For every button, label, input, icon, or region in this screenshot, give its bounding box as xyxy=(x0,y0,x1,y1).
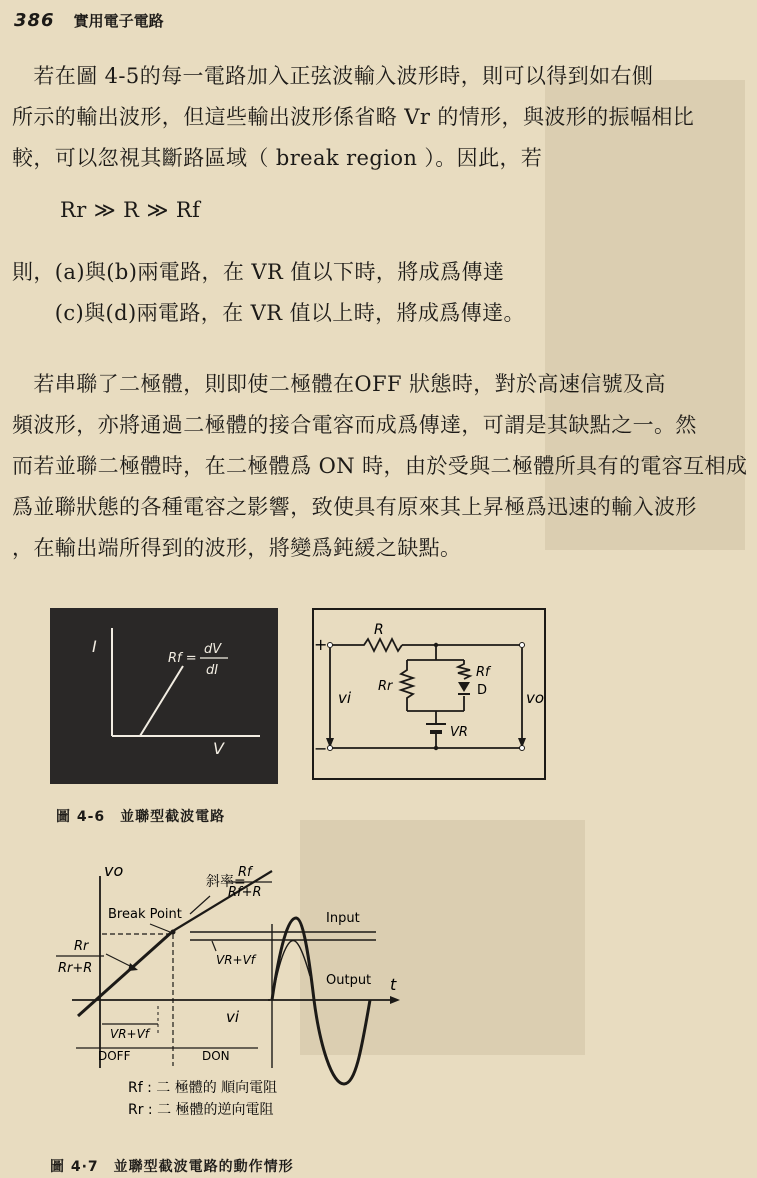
slope-label: 斜率= xyxy=(206,874,246,890)
circuit-d-label: D xyxy=(477,683,488,698)
text-line: 較，可以忽視其斷路區域（ break region ）。因此，若 xyxy=(12,146,543,170)
break-point-label: Break Point xyxy=(108,907,182,922)
graph-slope-numerator: dV xyxy=(204,642,222,657)
output-label: Output xyxy=(326,973,372,988)
circuit-vr-label: VR xyxy=(450,725,468,740)
legend-line-rr: Rr : 二 極體的逆向電阻 xyxy=(128,1102,274,1118)
waveform-t-label: t xyxy=(390,975,397,994)
text-line: (c)與(d)兩電路，在 VR 值以上時，將成爲傳達。 xyxy=(12,301,525,325)
x-axis-arrowhead xyxy=(390,996,400,1004)
output-waveform xyxy=(272,940,310,1000)
circuit-terminal xyxy=(520,746,525,751)
figure-4-6-caption: 圖 4-6 並聯型截波電路 xyxy=(56,809,226,825)
page-number: 386 xyxy=(14,10,55,31)
vr-vf-curve-label: VR+Vf xyxy=(216,953,256,967)
slope-numerator: Rf xyxy=(238,865,252,880)
text-line: 頻波形，亦將通過二極體的接合電容而成爲傳達，可謂是其缺點之一。然 xyxy=(12,413,697,437)
transfer-x-label: vi xyxy=(226,1008,240,1026)
circuit-plus-label: + xyxy=(314,635,328,654)
text-line: ，在輸出端所得到的波形，將變爲鈍緩之缺點。 xyxy=(12,536,462,560)
text-line: 而若並聯二極體時，在二極體爲 ON 時，由於受與二極體所具有的電容互相成 xyxy=(12,454,748,478)
text-line: 若在圖 4-5的每一電路加入正弦波輸入波形時，則可以得到如右側 xyxy=(12,64,654,88)
circuit-terminal xyxy=(328,746,333,751)
text-line: 爲並聯狀態的各種電容之影響，致使具有原來其上昇極爲迅速的輸入波形 xyxy=(12,495,697,519)
ratio-numerator: Rr xyxy=(74,939,89,954)
circuit-rf-label: Rf xyxy=(476,665,490,680)
figure-4-7-diagram xyxy=(40,856,480,1146)
circuit-terminal xyxy=(328,643,333,648)
paragraph-2 xyxy=(12,252,525,334)
transfer-y-label: vo xyxy=(104,861,124,880)
ratio-denominator: Rr+R xyxy=(58,961,93,976)
figure-4-6-graph xyxy=(50,608,278,784)
input-label: Input xyxy=(326,911,360,926)
graph-x-label: V xyxy=(213,739,224,758)
figure-4-7-caption: 圖 4·7 並聯型截波電路的動作情形 xyxy=(50,1159,294,1175)
input-waveform xyxy=(272,918,370,1084)
running-title: 實用電子電路 xyxy=(73,12,164,30)
graph-y-label: I xyxy=(92,637,97,656)
circuit-r-label: R xyxy=(374,622,384,638)
circuit-diode-symbol xyxy=(458,682,470,692)
legend-line-rf: Rf : 二 極體的 順向電阻 xyxy=(128,1080,278,1096)
figure-4-6-circuit xyxy=(312,608,546,780)
circuit-vi-label: vi xyxy=(338,689,352,707)
circuit-rf-resistor xyxy=(458,660,470,679)
formula: Rr ≫ R ≫ Rf xyxy=(60,198,201,222)
circuit-junction xyxy=(434,746,438,750)
circuit-rr-resistor xyxy=(401,660,413,711)
slope-denominator: Rf+R xyxy=(228,885,262,900)
circuit-junction xyxy=(434,643,438,647)
paragraph-1 xyxy=(12,56,694,179)
vr-vf-pointer xyxy=(212,941,216,951)
graph-slope-lhs: Rf = xyxy=(168,651,197,666)
break-point-marker xyxy=(171,930,176,935)
break-point-pointer xyxy=(150,924,170,932)
graph-slope-denominator: dI xyxy=(206,663,219,678)
text-line: 所示的輸出波形，但這些輸出波形係省略 Vr 的情形，與波形的振幅相比 xyxy=(12,105,695,129)
doff-label: DOFF xyxy=(98,1049,131,1063)
text-line: 若串聯了二極體，則即使二極體在OFF 狀態時，對於高速信號及高 xyxy=(12,372,666,396)
paragraph-3 xyxy=(12,364,747,569)
circuit-rr-label: Rr xyxy=(378,679,393,694)
vr-vf-axis-label: VR+Vf xyxy=(110,1027,150,1041)
text-line: 則，(a)與(b)兩電路，在 VR 值以下時，將成爲傳達 xyxy=(12,260,505,284)
circuit-top-wire-left xyxy=(330,639,402,651)
page-header xyxy=(14,10,164,31)
circuit-terminal xyxy=(520,643,525,648)
circuit-vo-label: vo xyxy=(526,689,545,707)
don-label: DON xyxy=(202,1049,230,1063)
circuit-minus-label: − xyxy=(314,739,328,758)
